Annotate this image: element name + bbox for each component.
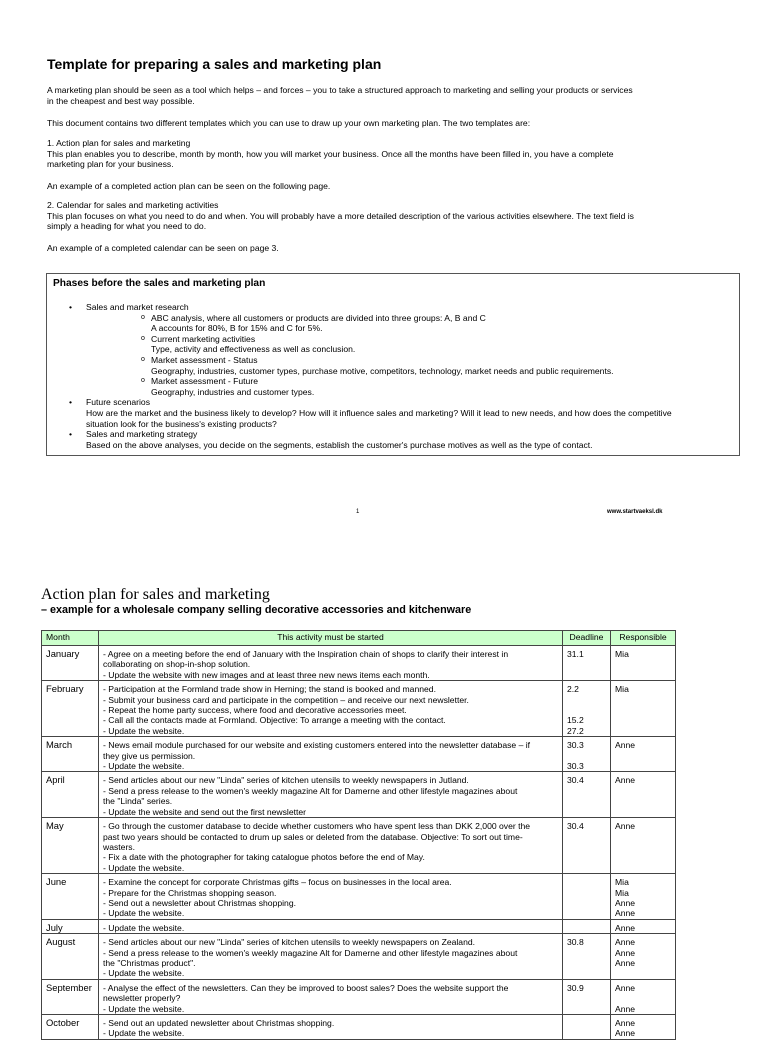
activity-cell xyxy=(99,1015,563,1040)
month-cell: June xyxy=(42,874,99,920)
phases-box xyxy=(46,273,740,456)
action-plan-subtitle: – example for a wholesale company selling decorative accessories and kitchenware xyxy=(41,604,472,616)
activity-text: - Examine the concept for corporate Christmas gifts – focus on businesses in the local area. - Prepare for the Christmas shopping season. - Send out a newsletter about Christmas shopping. - Update the website. xyxy=(103,877,452,919)
sub-item-description: Type, activity and effectiveness as well as conclusion. xyxy=(151,344,356,355)
phase-item-sales-market-research xyxy=(47,302,737,397)
phase-sub-item xyxy=(86,313,737,334)
table-row xyxy=(42,874,676,920)
phase-item-future-scenarios xyxy=(47,397,737,429)
month-cell: January xyxy=(42,646,99,681)
template-1-example-note: An example of a completed action plan can be seen on the following page. xyxy=(47,181,331,191)
footer-url: www.startvaeksl.dk xyxy=(607,509,663,515)
deadline-text: 2.2 15.2 27.2 xyxy=(567,684,584,736)
template-2-example-note: An example of a completed calendar can be seen on page 3. xyxy=(47,243,279,253)
activity-cell xyxy=(99,737,563,772)
circle-bullet-icon: o xyxy=(141,334,145,342)
header-responsible: Responsible xyxy=(611,631,676,646)
sub-item-description: A accounts for 80%, B for 15% and C for 5%. xyxy=(151,323,323,334)
activity-cell xyxy=(99,646,563,681)
activity-cell xyxy=(99,919,563,933)
phase-sub-item xyxy=(86,376,737,397)
activity-text: - Agree on a meeting before the end of January with the Inspiration chain of shops to clarify their interest in collaborating on shop-in-shop solution. - Update the website with new images and at least three new news items each month. xyxy=(103,649,509,680)
table-row xyxy=(42,646,676,681)
sub-item-description: Geography, industries and customer types. xyxy=(151,386,315,397)
responsible-cell xyxy=(611,818,676,874)
deadline-text: 30.9 xyxy=(567,982,584,993)
responsible-cell xyxy=(611,737,676,772)
table-row xyxy=(42,772,676,818)
phase-item-label: Sales and marketing strategy xyxy=(86,429,198,440)
month-cell: April xyxy=(42,772,99,818)
table-row xyxy=(42,1015,676,1040)
month-cell: March xyxy=(42,737,99,772)
sub-item-label: Market assessment - Future xyxy=(151,376,258,387)
responsible-text: Anne Anne xyxy=(615,982,636,1014)
phases-list xyxy=(47,302,737,450)
responsible-text: Mia xyxy=(615,649,629,659)
activity-cell xyxy=(99,934,563,980)
circle-bullet-icon: o xyxy=(141,313,145,321)
responsible-text: Anne Anne xyxy=(615,1018,636,1039)
deadline-text: 30.4 xyxy=(567,821,584,832)
activity-cell xyxy=(99,874,563,920)
circle-bullet-icon: o xyxy=(141,355,145,363)
activity-text: - Participation at the Formland trade show in Herning; the stand is booked and manned. - Submit your business card and participate in the competition – and receive our next newsletter. - Repeat the home party success, where food and decorative accessories meet. - Call all the contacts made at Formland. Objective: To arrange a meeting with the contact. - Update the website. xyxy=(103,684,469,736)
phases-heading: Phases before the sales and marketing plan xyxy=(53,278,266,289)
activity-text: - Go through the customer database to decide whether customers who have spent less than DKK 2,000 over the past two years should be contacted to drum up sales or deleted from the database. Objective: To sort out time- wasters. - Fix a date with the photographer for taking catalogue photos before the end of May. - Update the website. xyxy=(103,821,531,873)
deadline-cell xyxy=(563,772,611,818)
activity-cell xyxy=(99,979,563,1014)
deadline-cell xyxy=(563,934,611,980)
responsible-text: Anne xyxy=(615,922,636,933)
month-cell: October xyxy=(42,1015,99,1040)
responsible-cell xyxy=(611,772,676,818)
template-2-description: 2. Calendar for sales and marketing activities This plan focuses on what you need to do and when. You will probably have a more detailed description of the various activities elsewhere. The text field is simply a heading for what you need to do. xyxy=(47,200,634,232)
bullet-icon: • xyxy=(69,302,73,312)
table-row xyxy=(42,934,676,980)
activity-text: - Update the website. xyxy=(103,922,185,933)
deadline-text: 30.4 xyxy=(567,775,584,786)
responsible-text: Anne Anne Anne xyxy=(615,937,636,968)
header-deadline: Deadline xyxy=(563,631,611,646)
table-header-row xyxy=(42,631,676,646)
sub-item-label: Current marketing activities xyxy=(151,333,256,344)
deadline-cell xyxy=(563,737,611,772)
template-1-description: 1. Action plan for sales and marketing This plan enables you to describe, month by month, how you will market your business. Once all the months have been filled in, you have a complete marketing plan for your business. xyxy=(47,138,614,170)
table-row xyxy=(42,737,676,772)
activity-text: - Send out an updated newsletter about Christmas shopping. - Update the website. xyxy=(103,1018,335,1039)
activity-cell xyxy=(99,772,563,818)
month-cell: September xyxy=(42,979,99,1014)
action-plan-table xyxy=(41,630,676,1040)
circle-bullet-icon: o xyxy=(141,377,145,385)
phase-item-description: How are the market and the business likely to develop? How will it influence sales and marketing? Will it lead to new needs, and how does the competitive situation look for the business's existing products? xyxy=(86,407,672,429)
deadline-cell xyxy=(563,1015,611,1040)
responsible-text: Mia xyxy=(615,684,629,695)
responsible-cell xyxy=(611,874,676,920)
month-cell: July xyxy=(42,919,99,933)
templates-intro-paragraph: This document contains two different templates which you can use to draw up your own marketing plan. The two templates are: xyxy=(47,118,531,128)
deadline-cell xyxy=(563,818,611,874)
sub-item-description: Geography, industries, customer types, purchase motive, competitors, technology, market needs and public requirements. xyxy=(151,365,614,376)
bullet-icon: • xyxy=(69,397,73,408)
page-number: 1 xyxy=(356,509,360,515)
deadline-text: 31.1 xyxy=(567,649,584,659)
phase-sub-item xyxy=(86,334,737,355)
header-month: Month xyxy=(42,631,99,646)
deadline-cell xyxy=(563,979,611,1014)
responsible-cell xyxy=(611,646,676,681)
phase-item-label: Future scenarios xyxy=(86,397,151,408)
activity-text: - Send articles about our new "Linda" series of kitchen utensils to weekly newspapers in Jutland. - Send a press release to the women's weekly magazine Alt for Damerne and other lifestyle magazines about the "Linda" series. - Update the website and send out the first newsletter xyxy=(103,775,518,817)
document-title: Template for preparing a sales and marketing plan xyxy=(47,56,382,72)
table-row xyxy=(42,818,676,874)
action-plan-title: Action plan for sales and marketing xyxy=(41,586,270,603)
activity-text: - Send articles about our new "Linda" series of kitchen utensils to weekly newspapers on Zealand. - Send a press release to the women's weekly magazine Alt for Damerne and other lifestyle magazines about the "Christmas product". - Update the website. xyxy=(103,937,518,979)
month-cell: August xyxy=(42,934,99,980)
activity-text: - News email module purchased for our website and existing customers entered into the newsletter database – if they give us permission. - Update the website. xyxy=(103,740,531,772)
month-cell: February xyxy=(42,681,99,737)
phase-sub-list xyxy=(86,313,737,398)
deadline-text: 30.3 30.3 xyxy=(567,740,584,772)
table-row xyxy=(42,681,676,737)
month-cell: May xyxy=(42,818,99,874)
responsible-text: Anne xyxy=(615,821,636,832)
phase-item-sales-marketing-strategy xyxy=(47,429,737,450)
table-row xyxy=(42,919,676,933)
responsible-cell xyxy=(611,919,676,933)
activity-cell xyxy=(99,681,563,737)
sub-item-label: ABC analysis, where all customers or products are divided into three groups: A, B and C xyxy=(151,312,486,323)
deadline-cell xyxy=(563,681,611,737)
bullet-icon: • xyxy=(69,429,73,440)
activity-text: - Analyse the effect of the newsletters. Can they be improved to boost sales? Does the website support the newsletter properly? - Update the website. xyxy=(103,982,509,1014)
phase-item-description: Based on the above analyses, you decide on the segments, establish the customer's purchase motives as well as the type of contact. xyxy=(86,439,593,450)
table-row xyxy=(42,979,676,1014)
responsible-cell xyxy=(611,681,676,737)
phase-sub-item xyxy=(86,355,737,376)
responsible-text: Mia Mia Anne Anne xyxy=(615,877,636,919)
deadline-cell xyxy=(563,646,611,681)
sub-item-label: Market assessment - Status xyxy=(151,354,258,365)
header-activity: This activity must be started xyxy=(99,631,563,646)
responsible-text: Anne xyxy=(615,740,636,751)
responsible-cell xyxy=(611,934,676,980)
intro-paragraph: A marketing plan should be seen as a tool which helps – and forces – you to take a structured approach to marketing and selling your products or services in the cheapest and best way possible. xyxy=(47,85,633,106)
phase-item-label: Sales and market research xyxy=(86,302,189,312)
activity-cell xyxy=(99,818,563,874)
deadline-cell xyxy=(563,919,611,933)
page-2 xyxy=(0,530,768,1039)
responsible-text: Anne xyxy=(615,775,636,786)
responsible-cell xyxy=(611,979,676,1014)
deadline-cell xyxy=(563,874,611,920)
responsible-cell xyxy=(611,1015,676,1040)
deadline-text: 30.8 xyxy=(567,937,584,948)
